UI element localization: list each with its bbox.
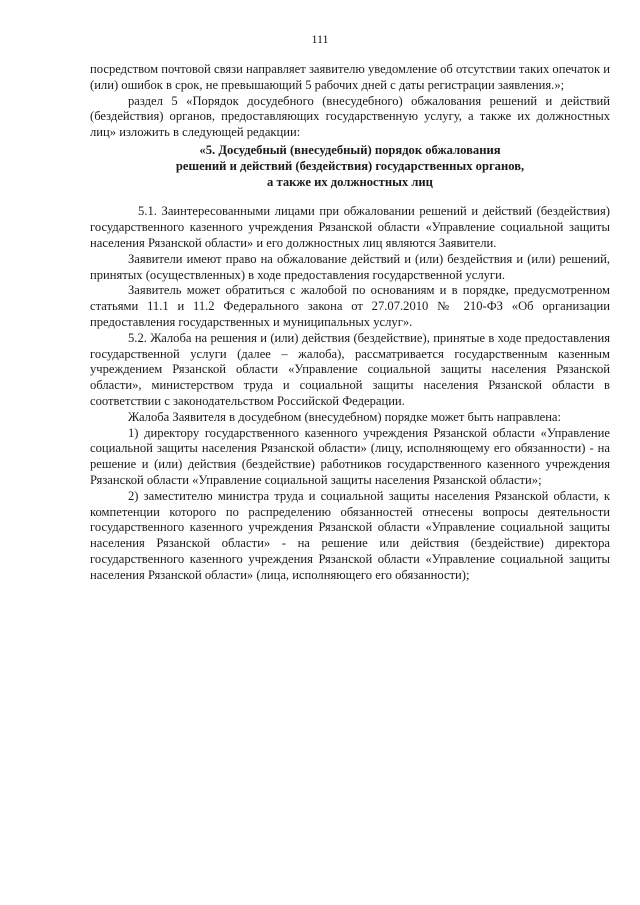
paragraph-5-1: 5.1. Заинтересованными лицами при обжаловании решений и действий (бездействия) государственного казенного учреждения Рязанской области «Управление социальной защиты населения Рязанской области» и его должностных лиц являются Заявители. (90, 204, 610, 250)
heading-line-1: «5. Досудебный (внесудебный) порядок обжалования (199, 142, 501, 157)
paragraph-continuation: посредством почтовой связи направляет заявителю уведомление об отсутствии таких опечаток и (или) ошибок в срок, не превышающий 5 рабочих дней с даты регистрации заявления.»; (90, 62, 610, 92)
section-heading (90, 143, 610, 190)
heading-line-3: а также их должностных лиц (267, 174, 433, 189)
paragraph-5-2: 5.2. Жалоба на решения и (или) действия (бездействие), принятые в ходе предоставления государственной услуги (далее – жалоба), рассматривается государственным казенным учреждением Рязанской области «Управление социальной защиты населения Рязанской области», министерством труда и социальной защиты населения Рязанской области в соответствии с законодательством Российской Федерации. (90, 330, 610, 408)
document-body (90, 62, 610, 584)
page-number: 111 (311, 32, 329, 46)
paragraph-complaint-recipients: Жалоба Заявителя в досудебном (внесудебном) порядке может быть направлена: (128, 409, 562, 424)
paragraph-appeal-right: Заявители имеют право на обжалование действий и (или) бездействия и (или) решений, принятых (осуществленных) в ходе предоставления государственной услуги. (90, 251, 610, 282)
heading-line-2: решений и действий (бездействия) государственных органов, (175, 158, 525, 173)
paragraph-section-5-amendment: раздел 5 «Порядок досудебного (внесудебного) обжалования решений и действий (бездействия) органов, предоставляющих государственную услугу, а также их должностных лиц» изложить в следующей редакции: (90, 93, 610, 140)
list-item-1: 1) директору государственного казенного учреждения Рязанской области «Управление социальной защиты населения Рязанской области» (лицу, исполняющему его обязанности) - на решение и (или) действия (бездействие) работников государственного казенного учреждения Рязанской области «Управление социальной защиты населения Рязанской области»; (90, 425, 610, 487)
list-item-2: 2) заместителю министра труда и социальной защиты населения Рязанской области, к компетенции которого по распределению обязанностей отнесены вопросы деятельности государственного казенного учреждения Рязанской области «Управление социальной защиты населения Рязанской области» - на решение или действия (бездействие) директора государственного казенного учреждения Рязанской области «Управление социальной защиты населения Рязанской области» (лица, исполняющего его обязанности); (90, 488, 610, 582)
paragraph-appeal-grounds: Заявитель может обратиться с жалобой по основаниям и в порядке, предусмотренном статьями 11.1 и 11.2 Федерального закона от 27.07.2010 № 210-ФЗ «Об организации предоставления государственных и муниципальных услуг». (90, 283, 610, 329)
